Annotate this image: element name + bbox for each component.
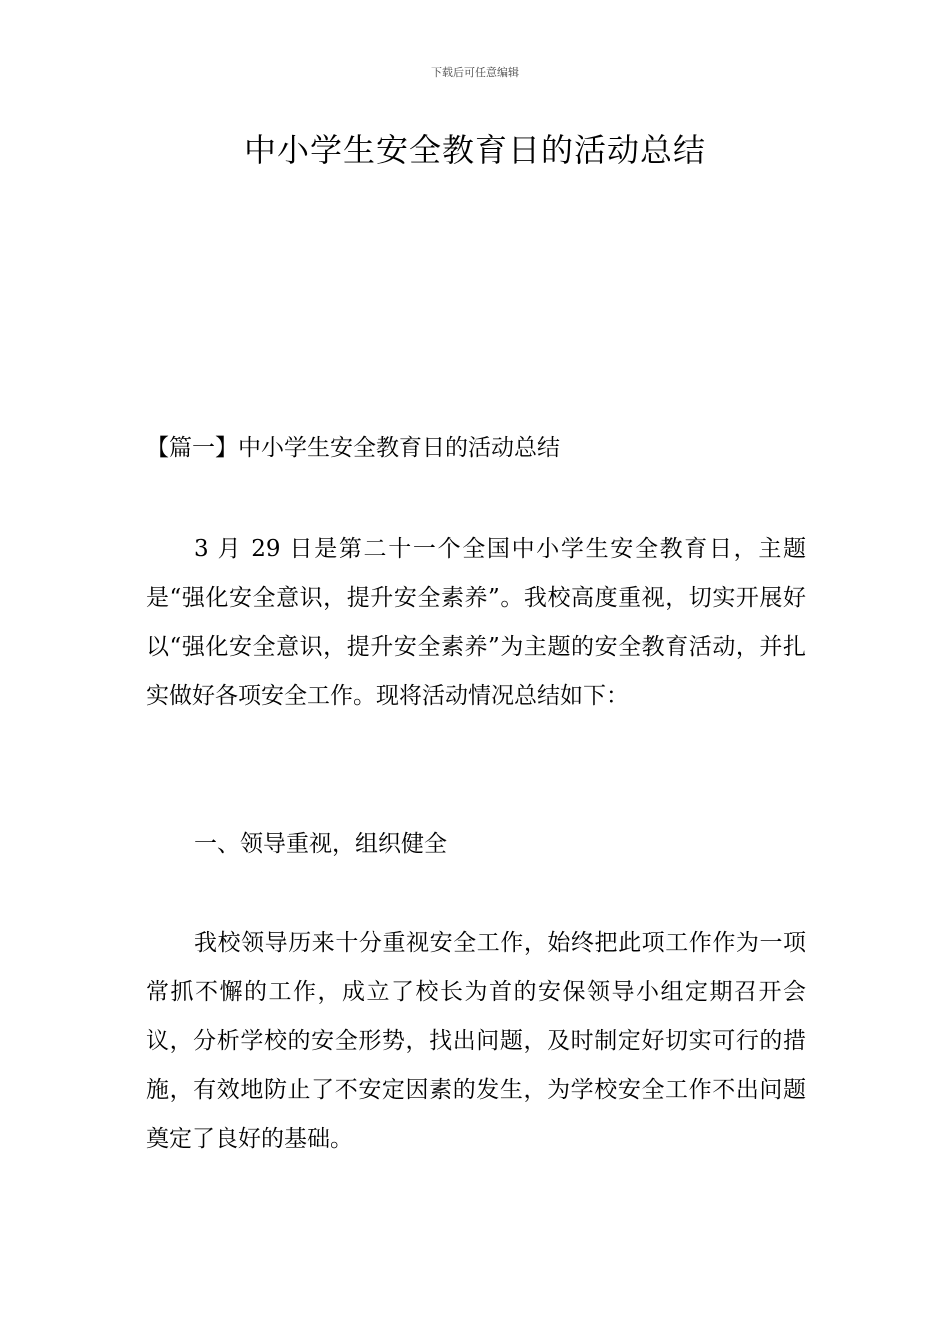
paragraph-intro: 3 月 29 日是第二十一个全国中小学生安全教育日，主题是“强化安全意识，提升安全素养”。我校高度重视，切实开展好以“强化安全意识，提升安全素养”为主题的安全教育活动，并扎实做好各项安全工作。现将活动情况总结如下： (146, 536, 806, 709)
document-title: 中小学生安全教育日的活动总结 (243, 131, 706, 169)
header-note: 下载后可任意编辑 (431, 66, 519, 79)
paragraph-leadership: 我校领导历来十分重视安全工作，始终把此项工作作为一项常抓不懈的工作，成立了校长为首的安保领导小组定期召开会议，分析学校的安全形势，找出问题，及时制定好切实可行的措施，有效地防止了不安定因素的发生，为学校安全工作不出问题奠定了良好的基础。 (146, 930, 806, 1152)
subheading-leadership: 一、领导重视，组织健全 (194, 831, 447, 857)
section-heading: 【篇一】中小学生安全教育日的活动总结 (146, 435, 560, 461)
